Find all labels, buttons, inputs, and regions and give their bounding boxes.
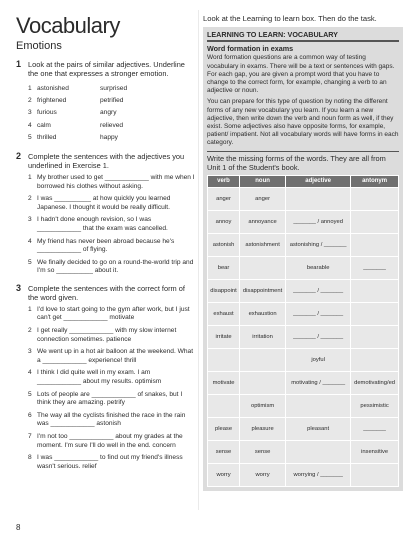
table-cell: anger: [240, 187, 286, 210]
sentence-item: [28, 391, 196, 408]
word-forms-table: [207, 175, 399, 487]
table-cell: _______ / _______: [286, 325, 351, 348]
table-cell: [351, 463, 399, 486]
sentence-text: I'm not too ____________ about my grades at the moment. I'm sure I'll do well in the end. concern: [37, 433, 185, 449]
sentence-item: [28, 216, 196, 233]
adjective-b: surprised: [100, 84, 128, 92]
sentence-text: I was __________ at how quickly you learned Japanese. I thought it would be really difficult.: [37, 195, 173, 211]
table-cell: [208, 348, 240, 371]
sentence-item: [28, 238, 196, 255]
exercise-2: [16, 152, 196, 276]
table-cell: disappointment: [240, 279, 286, 302]
table-row: [208, 279, 399, 302]
table-row: [208, 348, 399, 371]
item-number: 8: [28, 454, 32, 462]
table-cell: pleasure: [240, 417, 286, 440]
table-row: [208, 417, 399, 440]
item-number: 3: [28, 216, 32, 224]
sentence-text: I'd love to start going to the gym after work, but I just can't get ____________ motivate: [37, 305, 192, 322]
table-cell: pessimistic: [351, 394, 399, 417]
adjective-b: relieved: [100, 121, 124, 129]
table-row: [208, 187, 399, 210]
item-number: 1: [28, 305, 32, 313]
exercise-instruction: Complete the sentences with the adjectives you underlined in Exercise 1.: [28, 151, 185, 170]
table-row: [208, 463, 399, 486]
exercise-instruction: Complete the sentences with the correct form of the word given.: [28, 283, 185, 302]
item-number: 3: [28, 348, 32, 356]
table-cell: bearable: [286, 256, 351, 279]
adjective-a: furious: [37, 109, 57, 117]
sentence-text: Lots of people are ____________ of snakes, but I think they are amazing. petrify: [37, 390, 185, 407]
column-header: antonym: [351, 175, 399, 187]
table-cell: [351, 279, 399, 302]
page-subtitle: Emotions: [16, 40, 62, 52]
sentence-item: [28, 454, 196, 471]
sentence-text: I was ____________ to find out my friend's illness wasn't serious. relief: [37, 454, 185, 470]
table-cell: irritate: [208, 325, 240, 348]
task-instruction: Write the missing forms of the words. They are all from Unit 1 of the Student's book.: [207, 151, 399, 172]
sentence-text: My friend has never been abroad because he's ____________ of flying.: [37, 237, 177, 254]
table-row: [208, 256, 399, 279]
table-row: [208, 302, 399, 325]
page-title: Vocabulary: [16, 13, 120, 38]
table-cell: worrying / _______: [286, 463, 351, 486]
sentence-item: [28, 174, 196, 191]
table-cell: [351, 187, 399, 210]
table-cell: sense: [240, 440, 286, 463]
adjective-b: happy: [100, 134, 118, 142]
table-cell: [240, 348, 286, 371]
sentence-item: [28, 195, 196, 212]
exercise-number: 1: [16, 59, 22, 69]
sentence-item: [28, 327, 196, 344]
adjective-pairs: [28, 82, 196, 144]
column-header: noun: [240, 175, 286, 187]
item-number: 1: [28, 173, 32, 181]
adjective-a: astonished: [37, 84, 69, 92]
table-cell: [286, 394, 351, 417]
box-paragraph: Word formation questions are a common way of testing vocabulary in exams. There will be a text or sentences with gaps. For each gap, you are given a prompt word that you have to change to the correct form, for example, changing a verb to an adjective or noun.: [207, 54, 395, 95]
table-cell: [286, 187, 351, 210]
table-cell: [351, 302, 399, 325]
item-number: 4: [28, 237, 32, 245]
sentence-list: [28, 306, 196, 472]
exercise-3: [16, 284, 196, 472]
right-column: [203, 14, 403, 491]
exercise-number: 2: [16, 150, 22, 161]
table-cell: _______ / _______: [286, 302, 351, 325]
table-cell: exhaustion: [240, 302, 286, 325]
item-number: 2: [28, 97, 32, 105]
item-number: 6: [28, 411, 32, 419]
table-cell: sense: [208, 440, 240, 463]
table-cell: _______: [351, 256, 399, 279]
table-cell: [286, 440, 351, 463]
table-cell: [351, 233, 399, 256]
table-cell: astonish: [208, 233, 240, 256]
exercise-1: [16, 60, 196, 144]
table-cell: _______ / annoyed: [286, 210, 351, 233]
table-cell: exhaust: [208, 302, 240, 325]
adjective-pair-row: [28, 119, 196, 131]
item-number: 2: [28, 195, 32, 203]
item-number: 7: [28, 433, 32, 441]
item-number: 5: [28, 390, 32, 398]
table-cell: pleasant: [286, 417, 351, 440]
item-number: 4: [28, 121, 32, 129]
table-cell: _______: [351, 417, 399, 440]
box-subheading: Word formation in exams: [207, 44, 294, 54]
adjective-pair-row: [28, 82, 196, 94]
sentence-text: I hadn't done enough revision, so I was ____________ that the exam was cancelled.: [37, 216, 168, 232]
adjective-a: thrilled: [37, 134, 57, 142]
learning-to-learn-box: [203, 27, 403, 490]
table-row: [208, 371, 399, 394]
table-cell: disappoint: [208, 279, 240, 302]
table-cell: worry: [208, 463, 240, 486]
column-header: adjective: [286, 175, 351, 187]
adjective-a: calm: [37, 121, 51, 129]
sentence-text: My brother used to get ____________ with me when I borrowed his clothes without asking.: [37, 173, 197, 190]
table-cell: motivate: [208, 371, 240, 394]
table-cell: bear: [208, 256, 240, 279]
exercise-number: 3: [16, 282, 22, 293]
table-row: [208, 440, 399, 463]
table-cell: anger: [208, 187, 240, 210]
table-cell: _______ / _______: [286, 279, 351, 302]
left-column: [16, 14, 196, 475]
sentence-text: We finally decided to go on a round-the-world trip and I'm so __________ about it.: [37, 258, 196, 275]
sentence-list: [28, 174, 196, 276]
adjective-a: frightened: [37, 97, 67, 105]
item-number: 5: [28, 258, 32, 266]
table-cell: irritation: [240, 325, 286, 348]
table-cell: astonishment: [240, 233, 286, 256]
table-row: [208, 325, 399, 348]
item-number: 5: [28, 134, 32, 142]
sentence-text: I get really ____________ with my slow internet connection sometimes. patience: [37, 327, 179, 343]
table-cell: [240, 371, 286, 394]
sentence-item: [28, 369, 196, 386]
box-title: LEARNING TO LEARN: VOCABULARY: [207, 30, 399, 42]
sentence-item: [28, 433, 196, 450]
adjective-pair-row: [28, 94, 196, 106]
table-cell: please: [208, 417, 240, 440]
exercise-instruction: Look at the pairs of similar adjectives. Underline the one that expresses a stronger emotion.: [28, 60, 185, 78]
item-number: 4: [28, 369, 32, 377]
table-row: [208, 394, 399, 417]
item-number: 2: [28, 327, 32, 335]
table-cell: demotivating/ed: [351, 371, 399, 394]
page-number: 8: [16, 523, 21, 532]
table-cell: [208, 394, 240, 417]
adjective-b: angry: [100, 109, 117, 117]
sentence-text: We went up in a hot air balloon at the weekend. What a ____________ experience! thrill: [37, 348, 195, 364]
sentence-item: [28, 259, 196, 276]
sentence-item: [28, 412, 196, 429]
sentence-text: I think I did quite well in my exam. I am ____________ about my results. optimism: [37, 369, 162, 386]
table-cell: insensitive: [351, 440, 399, 463]
table-cell: motivating / _______: [286, 371, 351, 394]
table-cell: [351, 210, 399, 233]
adjective-pair-row: [28, 132, 196, 144]
table-cell: joyful: [286, 348, 351, 371]
column-divider: [198, 10, 199, 510]
table-row: [208, 233, 399, 256]
item-number: 1: [28, 84, 32, 92]
intro-instruction: Look at the Learning to learn box. Then do the task.: [203, 14, 377, 23]
table-cell: [351, 348, 399, 371]
sentence-text: The way all the cyclists finished the race in the rain was ____________ astonish: [37, 411, 188, 428]
table-cell: [351, 325, 399, 348]
sentence-item: [28, 348, 196, 365]
adjective-pair-row: [28, 107, 196, 119]
table-row: [208, 210, 399, 233]
table-cell: annoy: [208, 210, 240, 233]
column-header: verb: [208, 175, 240, 187]
sentence-item: [28, 306, 196, 323]
table-cell: [240, 256, 286, 279]
item-number: 3: [28, 109, 32, 117]
table-cell: annoyance: [240, 210, 286, 233]
table-cell: astonishing / _______: [286, 233, 351, 256]
table-cell: worry: [240, 463, 286, 486]
table-cell: optimism: [240, 394, 286, 417]
adjective-b: petrified: [100, 97, 124, 105]
box-paragraph: You can prepare for this type of question by noting the different forms of any new vocabulary you learn. If you learn a new adjective, then write down the verb and noun form as well, if they exist. Some adjectives also have opposite forms, for example, patient/ impatient. Not all vocabulary words will have forms in each category.: [207, 98, 399, 147]
